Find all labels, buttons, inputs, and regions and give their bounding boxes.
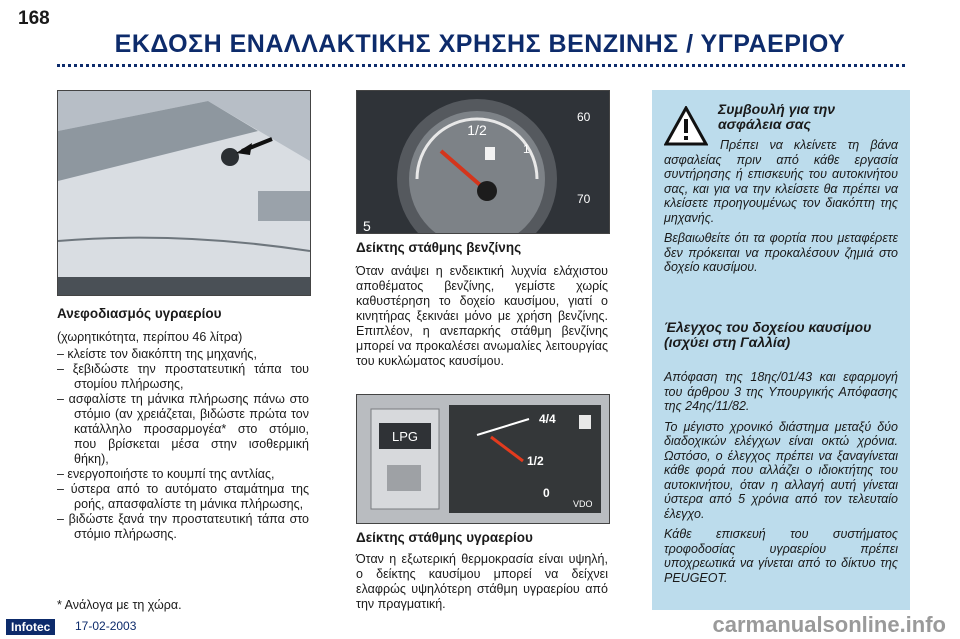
step-item: – ξεβιδώστε την προστατευτική τάπα του στομίου πλήρωσης, (57, 362, 309, 391)
page-title: ΕΚΔΟΣΗ ΕΝΑΛΛΑΚΤΙΚΗΣ ΧΡΗΣΗΣ ΒΕΝΖΙΝΗΣ / ΥΓΡΑΕΡΙΟΥ (114, 30, 846, 58)
gauge-full-label: 1 (523, 142, 530, 156)
lpg-gauge-photo (356, 394, 610, 524)
step-item: – κλείστε τον διακόπτη της μηχανής, (57, 347, 257, 361)
step-item: – βιδώστε ξανά την προστατευτική τάπα στο στόμιο πλήρωσης. (57, 512, 309, 541)
pump-indicator-icon (387, 465, 421, 491)
lpg-gauge-heading: Δείκτης στάθμης υγραερίου (356, 530, 533, 545)
safety-heading: Συμβουλή για την ασφάλεια σας (718, 101, 836, 132)
tank-check-text: Απόφαση της 18ης/01/43 και εφαρμογή του άρθρου 3 της Υπουργικής Απόφασης της 24ης/11/82. Το μέγιστο χρονικό διάστημα μεταξύ δύο διαδοχικών ελέγχων είναι οκτώ χρόνια. Ωστόσο, ο έλεγχος πρέπει να ξαναγίνεται κάθε φορά που αλλάζει ο ιδιοκτήτης του αυτοκινήτου, όταν η αλλαγή αυτή γίνεται ύστερα από 5 χρόνια από τον τελευταίο έλεγχο. Κάθε επισκευή του συστήματος τροφοδοσίας υγραερίου πρέπει υποχρεωτικά να γίνεται από το δίκτυο της PEUGEOT. (664, 370, 898, 585)
car-rear-illustration (58, 91, 310, 295)
petrol-gauge-heading: Δείκτης στάθμης βενζίνης (356, 240, 522, 255)
footnote: * Ανάλογα με τη χώρα. (57, 598, 182, 612)
petrol-gauge-illustration (357, 91, 609, 233)
lpg-gauge-text: Όταν η εξωτερική θερμοκρασία είναι υψηλή, ο δείκτης καυσίμου μπορεί να δείχνει ελαφρώς υψηλότερη στάθμη υγραερίου από την πραγματική. (356, 552, 608, 611)
lpg-full-label: 4/4 (539, 412, 556, 426)
step-item: – ασφαλίστε τη μάνικα πλήρωσης πάνω στο στόμιο (αν χρειάζεται, βιδώστε πρώτα τον κατάλληλο προσαρμογέα* στο στόμιο, που βρίσκεται μέσα στην ισοθερμική θήκη), (57, 392, 309, 466)
lpg-gauge-illustration (357, 395, 609, 523)
lpg-refuel-body (57, 330, 309, 542)
tank-check-heading: Έλεγχος του δοχείου καυσίμου (ισχύει στη Γαλλία) (664, 319, 872, 350)
brand-badge: Infotec (6, 619, 55, 635)
fuel-pump-icon (485, 147, 495, 160)
car-filler-photo (57, 90, 311, 296)
step-item: – ύστερα από το αυτόματο σταμάτημα της ροής, απασφαλίστε τη μάνικα πλήρωσης, (57, 482, 309, 511)
petrol-gauge-photo (356, 90, 610, 234)
title-divider (57, 64, 905, 67)
petrol-gauge-text: Όταν ανάψει η ενδεικτική λυχνία ελάχιστου αποθέματος βενζίνης, γεμίστε χωρίς καθυστέρηση το δοχείο καυσίμου, γιατί ο κινητήρας ξεκινάει μόνο με χρήση βενζίνης. Επιπλέον, η ανεπαρκής στάθμη βενζίνης μπορεί να προκαλέσει ανωμαλίες λειτουργίας του κυκλώματος καυσίμου. (356, 264, 608, 368)
lpg-empty-label: 0 (543, 486, 550, 500)
safety-text: Πρέπει να κλείνετε τη βάνα ασφαλείας πριν από κάθε εργασία συντήρησης ή επισκευής του αυτοκινήτου σας, και για να την κλείσετε θα πρέπει να κλείσετε προηγουμένως τον διακόπτη της μηχανής. Βεβαιωθείτε ότι τα φορτία που μεταφέρετε δεν πρόκειται να προκαλέσουν ζημιά στο δοχείο καυσίμου. (664, 138, 898, 274)
safety-advice-box (652, 90, 910, 610)
lpg-indicator-label: LPG (391, 429, 419, 444)
step-item: – ενεργοποιήστε το κουμπί της αντλίας, (57, 467, 275, 481)
filler-cap-icon (221, 148, 239, 166)
lpg-refuel-heading: Ανεφοδιασμός υγραερίου (57, 306, 222, 321)
svg-text:70: 70 (577, 192, 591, 206)
svg-text:60: 60 (577, 110, 591, 124)
gauge-brand-label: VDO (573, 499, 593, 509)
fuel-icon (579, 415, 591, 429)
lpg-half-label: 1/2 (527, 454, 544, 468)
page-number: 168 (18, 8, 50, 29)
capacity-note: (χωρητικότητα, περίπου 46 λίτρα) (57, 330, 243, 344)
svg-text:5: 5 (363, 218, 371, 233)
watermark: carmanualsonline.info (712, 612, 946, 637)
print-date: 17-02-2003 (75, 619, 137, 633)
gauge-half-label: 1/2 (467, 122, 487, 138)
